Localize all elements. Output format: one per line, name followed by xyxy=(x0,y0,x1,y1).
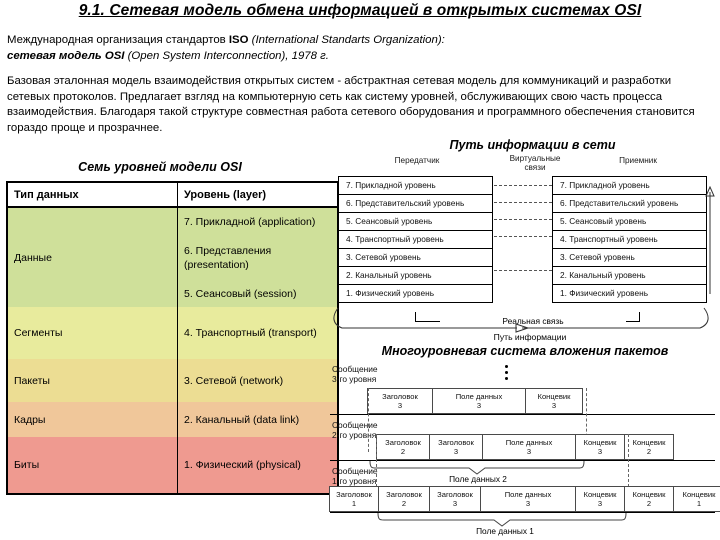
seg-trailer-2 xyxy=(624,434,674,460)
seg-data-3 xyxy=(432,388,526,414)
msg3-line1: Сообщение xyxy=(332,364,378,374)
seg-name: Концевик xyxy=(632,489,666,499)
msg1-line2: 1-го уровня xyxy=(332,476,377,486)
path-diagram xyxy=(330,154,715,342)
cell-data-type: Кадры xyxy=(7,402,178,437)
virtual-links-label: Виртуальные связи xyxy=(509,154,561,172)
rx-layer-5: 5. Сеансовый уровень xyxy=(553,213,706,231)
seg-num: 3 xyxy=(526,447,532,456)
table-header-row xyxy=(7,182,338,207)
connector-right-2 xyxy=(628,434,629,492)
msg1-line1: Сообщение xyxy=(332,466,378,476)
seg-data-3b xyxy=(482,434,576,460)
layer-5-label: 5. Сеансовый (session) xyxy=(184,287,297,300)
cell-data-type: Данные xyxy=(7,207,178,307)
brace-level1 xyxy=(376,513,628,527)
seg-header-2b xyxy=(378,486,430,512)
virtual-link-7 xyxy=(494,185,552,186)
seg-name: Поле данных xyxy=(504,489,552,499)
seg-name: Заголовок xyxy=(438,437,474,447)
cell-data-type: Биты xyxy=(7,437,178,494)
connector-left-2 xyxy=(376,434,377,492)
virtual-link-6 xyxy=(494,202,552,203)
seg-num: 3 xyxy=(453,447,459,456)
information-path-arc xyxy=(332,306,710,334)
msg3-line2: 3-го уровня xyxy=(332,374,377,384)
iso-abbrev: ISO xyxy=(228,34,249,46)
intro-definition xyxy=(7,33,713,64)
cell-data-type: Сегменты xyxy=(7,307,178,359)
page-title: 9.1. Сетевая модель обмена информацией в открытых системах OSI xyxy=(78,2,642,19)
cell-data-type: Пакеты xyxy=(7,359,178,402)
table-row xyxy=(7,402,338,437)
vertical-ellipsis-icon xyxy=(502,362,510,383)
rx-layer-7: 7. Прикладной уровень xyxy=(553,177,706,195)
tx-layer-5: 5. Сеансовый уровень xyxy=(339,213,492,231)
brace-level2-label: Поле данных 2 xyxy=(449,474,507,484)
seg-num: 2 xyxy=(646,499,652,508)
intro-paragraph: Базовая эталонная модель взаимодействия открытых систем - абстрактная сетевая модель для коммуникаций и разработки сетевых протоколов. Предлагает взгляд на компьютерную сеть как систему уровней, обслуживающих свою часть процесса взаимодействия. Благодаря такой структуре совместная работа сетевого оборудования и программного обеспечения становится гораздо проще и прозрачнее. xyxy=(7,75,695,134)
seg-name: Заголовок xyxy=(386,489,422,499)
seg-name: Концевик xyxy=(632,437,666,447)
rx-layer-1: 1. Физический уровень xyxy=(560,288,649,298)
seg-data-3c xyxy=(480,486,576,512)
cell-levels: 1. Физический (physical) xyxy=(184,459,301,471)
seg-num: 3 xyxy=(597,499,603,508)
nesting-diagram-caption: Многоуровневая система вложения пакетов xyxy=(381,344,669,358)
seg-num: 3 xyxy=(525,499,531,508)
virtual-link-4 xyxy=(494,236,552,237)
layer-7-label: 7. Прикладной (application) xyxy=(184,215,316,228)
level3-packet-bar xyxy=(368,388,583,414)
tx-layer-1: 1. Физический уровень xyxy=(346,288,435,298)
level3-baseline xyxy=(330,414,715,415)
virtual-link-2 xyxy=(494,270,552,271)
seg-num: 1 xyxy=(351,499,357,508)
table-row xyxy=(7,437,338,494)
tx-layer-7: 7. Прикладной уровень xyxy=(339,177,492,195)
seg-num: 3 xyxy=(551,401,557,410)
seg-name: Поле данных xyxy=(505,437,553,447)
seg-header-3 xyxy=(367,388,433,414)
seg-name: Заголовок xyxy=(385,437,421,447)
seg-name: Концевик xyxy=(583,437,617,447)
upward-arrow-icon xyxy=(705,186,715,296)
rx-layer-6: 6. Представительский уровень xyxy=(553,195,706,213)
seg-trailer-3c xyxy=(575,486,625,512)
nesting-diagram xyxy=(330,362,720,540)
seg-num: 3 xyxy=(397,401,403,410)
seg-name: Концевик xyxy=(537,391,571,401)
tx-layer-2: 2. Канальный уровень xyxy=(339,267,492,285)
rx-layer-2: 2. Канальный уровень xyxy=(553,267,706,285)
seg-num: 3 xyxy=(452,499,458,508)
seg-num: 1 xyxy=(696,499,702,508)
receiver-stack xyxy=(552,176,707,303)
seg-trailer-3b xyxy=(575,434,625,460)
intro-line1-pre: Международная организация стандартов xyxy=(7,34,229,46)
cell-levels: 4. Транспортный (transport) xyxy=(184,327,317,339)
seg-name: Концевик xyxy=(583,489,617,499)
column-header-data-type: Тип данных xyxy=(7,182,178,207)
tx-layer-3: 3. Сетевой уровень xyxy=(339,249,492,267)
seg-name: Поле данных xyxy=(455,391,503,401)
seg-trailer-1 xyxy=(673,486,720,512)
transmitter-label: Передатчик xyxy=(394,156,440,165)
real-link-label: Реальная связь xyxy=(440,316,626,326)
cell-levels: 2. Канальный (data link) xyxy=(184,413,300,426)
level1-packet-bar xyxy=(330,486,720,512)
table-row xyxy=(7,207,338,307)
message-level3-label xyxy=(332,364,378,384)
layers-table-caption: Семь уровней модели OSI xyxy=(78,160,242,174)
seg-name: Заголовок xyxy=(382,391,418,401)
transmitter-stack xyxy=(338,176,493,303)
seg-trailer-2b xyxy=(624,486,674,512)
information-path-label: Путь информации xyxy=(493,332,567,342)
brace-level1-label: Поле данных 1 xyxy=(476,526,534,536)
receiver-label: Приемник xyxy=(619,156,657,165)
msg2-line1: Сообщение xyxy=(332,420,378,430)
virtual-link-5 xyxy=(494,219,552,220)
iso-expansion: (International Standarts Organization): xyxy=(248,34,445,46)
seg-num: 2 xyxy=(646,447,652,456)
osi-expansion: (Open System Interconnection), 1978 г. xyxy=(124,49,329,62)
seg-header-1 xyxy=(329,486,379,512)
seg-name: Концевик xyxy=(682,489,716,499)
seg-name: Заголовок xyxy=(336,489,372,499)
seg-header-3c xyxy=(429,486,481,512)
rx-layer-3: 3. Сетевой уровень xyxy=(553,249,706,267)
rx-layer-4: 4. Транспортный уровень xyxy=(553,231,706,249)
msg2-line2: 2-го уровня xyxy=(332,430,377,440)
seg-header-3b xyxy=(429,434,483,460)
cell-levels: 3. Сетевой (network) xyxy=(184,374,284,387)
seg-name: Заголовок xyxy=(437,489,473,499)
column-header-layer: Уровень (layer) xyxy=(178,182,339,207)
seg-num: 3 xyxy=(597,447,603,456)
path-diagram-caption: Путь информации в сети xyxy=(449,138,616,152)
seg-num: 2 xyxy=(401,499,407,508)
level2-packet-bar xyxy=(322,434,674,460)
tx-layer-6: 6. Представительский уровень xyxy=(339,195,492,213)
layer-6-label: 6. Представления (presentation) xyxy=(184,244,272,271)
brace-level2 xyxy=(368,461,586,475)
osi-model-term: сетевая модель OSI xyxy=(7,49,125,62)
table-row xyxy=(7,359,338,402)
seg-trailer-3 xyxy=(525,388,583,414)
seg-num: 2 xyxy=(400,447,406,456)
seg-header-2 xyxy=(376,434,430,460)
seven-layers-table xyxy=(6,181,339,495)
cell-levels xyxy=(178,207,339,307)
table-row xyxy=(7,307,338,359)
tx-layer-4: 4. Транспортный уровень xyxy=(339,231,492,249)
seg-num: 3 xyxy=(476,401,482,410)
